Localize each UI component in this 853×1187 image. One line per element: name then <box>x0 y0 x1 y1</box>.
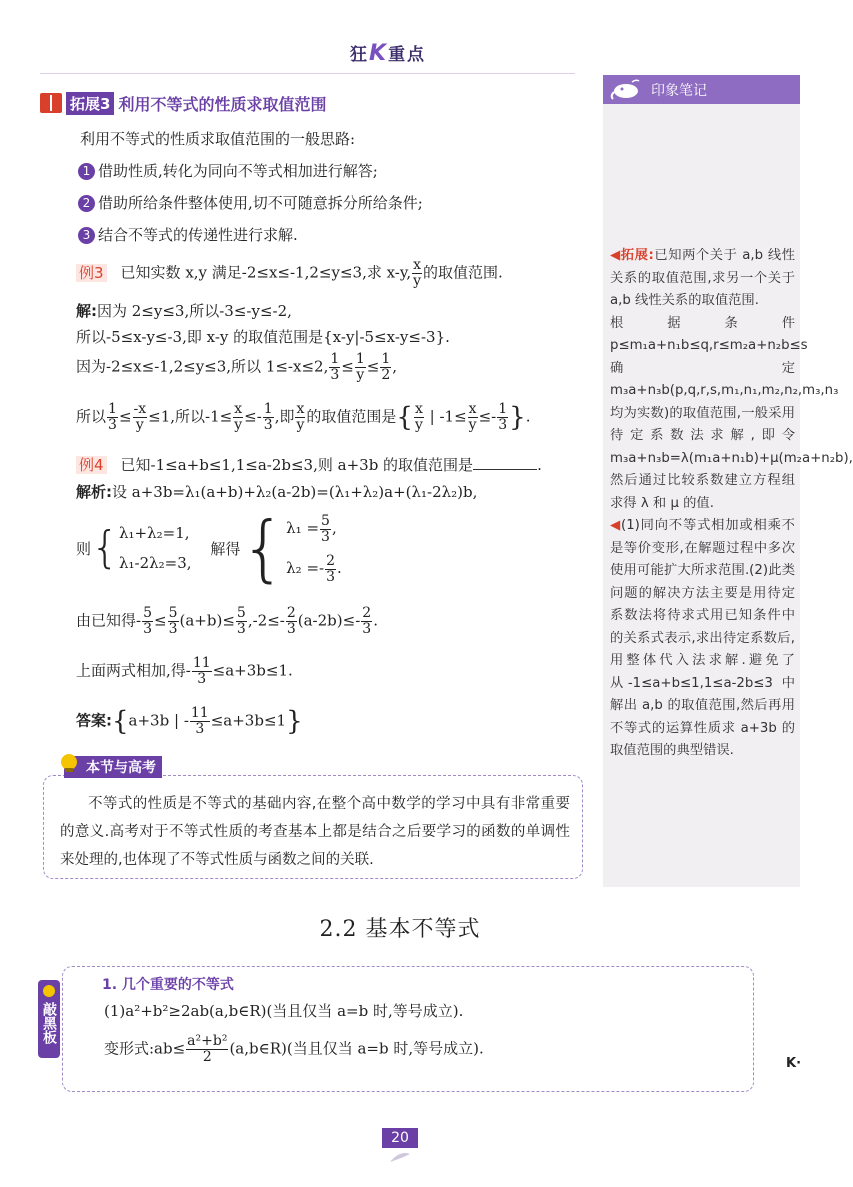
example-4-answer: 答案:{a+3b | - $\frac{11}{3}$ ≤a+3b≤1} <box>76 705 303 737</box>
answer-blank <box>473 455 537 470</box>
section-title: 利用不等式的性质求取值范围 <box>118 94 327 114</box>
book-icon <box>40 93 62 113</box>
step-2-number: 2 <box>78 195 95 212</box>
inequality-1: (1)a²+b²≥2ab(a,b∈R)(当且仅当 a=b 时,等号成立). <box>104 1002 464 1020</box>
blackboard-title: 1. 几个重要的不等式 <box>102 977 234 993</box>
step-1: 1 借助性质,转化为同向不等式相加进行解答; <box>78 160 378 181</box>
bulb-icon <box>41 983 57 999</box>
elephant-icon <box>608 78 644 100</box>
page-number: 20 <box>382 1128 418 1148</box>
section-2-2-title: 2.2 基本不等式 <box>319 917 481 942</box>
example-3-solution-line-3: 因为-2≤x≤-1,2≤y≤3,所以 1≤-x≤2, $\frac{1}{3}$ ≤ $\frac{1}{y}$ ≤ $\frac{1}{2}$ , <box>76 351 398 383</box>
example-4-analysis: 解析:设 a+3b=λ₁(a+b)+λ₂(a-2b)=(λ₁+λ₂)a+(λ₁-2λ₂)b, <box>76 483 478 501</box>
leaf-icon <box>388 1150 412 1164</box>
step-3: 3 结合不等式的传递性进行求解. <box>78 224 298 245</box>
bulb-icon <box>58 752 80 774</box>
intro-text: 利用不等式的性质求取值范围的一般思路: <box>80 130 356 148</box>
example-3-solution-line-4: 所以 $\frac{1}{3}$ ≤ $\frac{-x}{y}$ ≤1,所以-1≤ $\frac{x}{y}$ ≤- $\frac{1}{3}$ ,即 $\frac{x}{y}$ 的取值范围是{ $\frac{x}{y}$ | -1≤ $\frac{x}{y}$ ≤- $\frac{1}{3}$ }. <box>76 401 531 433</box>
example-3-solution-line-2: 所以-5≤x-y≤-3,即 x-y 的取值范围是{x-y|-5≤x-y≤-3}. <box>76 328 450 346</box>
example-3-problem: 例3 已知实数 x,y 满足-2≤x≤-1,2≤y≤3,求 x-y, $\frac{x}{y}$ 的取值范围. <box>76 258 503 289</box>
example-3-tag: 例3 <box>76 264 107 282</box>
inequality-variant: 变形式:ab≤ $\frac{\text{a²+b²}}{2}$ (a,b∈R)(当且仅当 a=b 时,等号成立). <box>104 1033 484 1065</box>
step-2: 2 借助所给条件整体使用,切不可随意拆分所给条件; <box>78 192 423 213</box>
gaokao-tag: 本节与高考 <box>64 756 162 778</box>
section-heading <box>40 92 326 114</box>
blackboard-tab: 敲黑板 <box>38 980 60 1058</box>
header-divider <box>40 73 575 74</box>
section-tag: 拓展3 <box>66 92 114 115</box>
example-4-sum: 上面两式相加,得- $\frac{11}{3}$ ≤a+3b≤1. <box>76 655 293 687</box>
step-1-number: 1 <box>78 163 95 180</box>
fraction: $\frac{x}{y}$ <box>413 257 422 289</box>
header-title: 狂K重点 <box>350 41 427 66</box>
step-3-number: 3 <box>78 227 95 244</box>
notes-sidebar-title: 印象笔记 <box>651 83 707 99</box>
example-4-system: 则{λ₁+λ₂=1, λ₁-2λ₂=3, 解得{λ₁ = $\frac{5}{3}$ , λ₂ =- $\frac{2}{3}$ . <box>76 506 342 590</box>
edge-mark: K· <box>786 1056 802 1071</box>
notes-sidebar-text: ◀拓展:已知两个关于 a,b 线性关系的取值范围,求另一个关于 a,b 线性关系的取值范围. 根据条件 p≤m₁a+n₁b≤q,r≤m₂a+n₂b≤s 确定 m₃a+n₃b(p,q,r,s,m₁,n₁,m₂,n₂,m₃,n₃ 均为实数)的取值范围,一般采用待定系数法求解,即令 m₃a+n₃b=λ(m₁a+n₁b)+μ(m₂a+n₂b),然后通过比较系数建立方程组求得 λ 和 μ 的值. ◀(1)同向不等式相加或相乘不是等价变形,在解题过程中多次使用可能扩大所求范围.(2)此类问题的解决方法主要是用待定系数法将待求式用已知条件中的关系式表示,求出待定系数后,用整体代入法求解.避免了从-1≤a+b≤1,1≤a-2b≤3 中解出 a,b 的取值范围,然后再用不等式的运算性质求 a+3b 的取值范围的典型错误. <box>610 248 853 758</box>
example-4-derive: 由已知得- $\frac{5}{3}$ ≤ $\frac{5}{3}$ (a+b)≤ $\frac{5}{3}$ ,-2≤- $\frac{2}{3}$ (a-2b)≤- $\frac{2}{3}$ . <box>76 605 378 637</box>
example-4-problem: 例4 已知-1≤a+b≤1,1≤a-2b≤3,则 a+3b 的取值范围是 . <box>76 454 542 475</box>
gaokao-text: 不等式的性质是不等式的基础内容,在整个高中数学的学习中具有非常重要的意义.高考对于不等式性质的考查基本上都是结合之后要学习的函数的单调性来处理的,也体现了不等式性质与函数之间的关联. <box>60 796 570 868</box>
example-3-solution-line-1: 解:因为 2≤y≤3,所以-3≤-y≤-2, <box>76 302 292 320</box>
example-4-tag: 例4 <box>76 456 107 474</box>
